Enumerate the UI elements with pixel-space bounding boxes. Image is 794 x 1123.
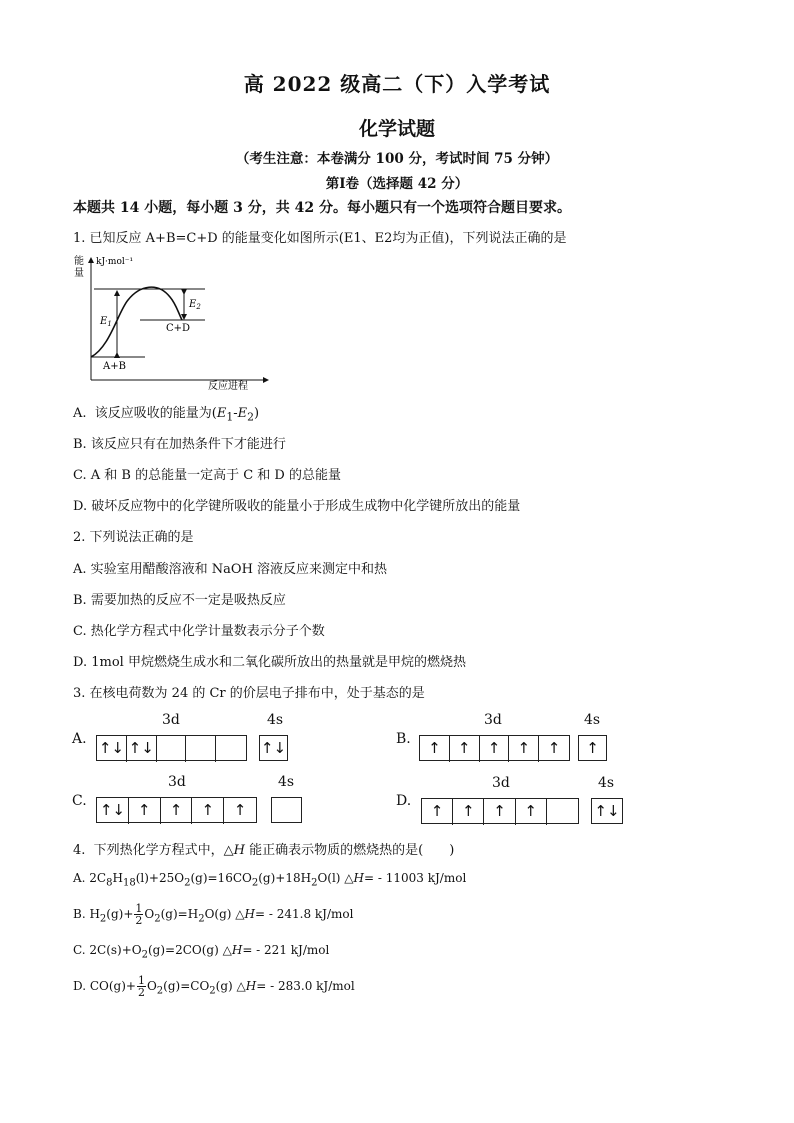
q3-a-4s-label: 4s	[267, 712, 284, 728]
orbital-cell	[272, 798, 301, 824]
orbital-cell: ↑↓	[260, 739, 287, 757]
q3-b-4s-box	[578, 735, 607, 761]
orbital-cell: ↑	[129, 798, 161, 824]
orbital-cell: ↑↓	[97, 736, 127, 762]
q3-a-letter: A.	[72, 731, 87, 747]
q4-option-a: A. $2C_8H_{18}(l)+25O_2(g)=16CO_2(g)+18H_2O(l)$ △H= - 11003 kJ/mol	[73, 871, 467, 889]
orbital-cell: ↑	[420, 736, 450, 762]
q3-c-4s-box	[271, 797, 302, 823]
exam-notice: （考生注意：本卷满分 100 分，考试时间 75 分钟）	[235, 151, 559, 167]
orbital-cell	[157, 736, 187, 762]
q3-a-3d-box	[96, 735, 247, 761]
q3-d-3d-label: 3d	[492, 775, 510, 791]
orbital-cell: ↑↓	[97, 798, 129, 824]
orbital-cell: ↑↓	[127, 736, 157, 762]
q2-stem: 2. 下列说法正确的是	[73, 530, 194, 545]
exam-title: 高 2022 级高二（下）入学考试	[243, 72, 551, 96]
q3-d-4s-label: 4s	[598, 775, 615, 791]
q3-b-letter: B.	[396, 731, 411, 747]
q3-c-3d-box	[96, 797, 257, 823]
q1-option-d: D. 破坏反应物中的化学键所吸收的能量小于形成生成物中化学键所放出的能量	[73, 499, 521, 514]
q3-b-4s-label: 4s	[584, 712, 601, 728]
orbital-cell: ↑	[484, 799, 515, 825]
q2-option-a: A. 实验室用醋酸溶液和 NaOH 溶液反应来测定中和热	[73, 562, 388, 577]
q4-option-d: D. CO(g)+ $\frac{1}{2}$ $O_2(g)=CO_2(g)$ △H= - 283.0 kJ/mol	[73, 974, 355, 999]
q3-d-4s-box	[591, 798, 623, 824]
e1-label: $E_1$	[100, 316, 112, 328]
q3-c-4s-label: 4s	[278, 774, 295, 790]
section-instruction: 本题共 14 小题，每小题 3 分，共 42 分。每小题只有一个选项符合题目要求。	[73, 200, 571, 216]
q3-stem: 3. 在核电荷数为 24 的 Cr 的价层电子排布中，处于基态的是	[73, 686, 425, 701]
q3-c-3d-label: 3d	[168, 774, 186, 790]
q1-stem: 1. 已知反应 A+B=C+D 的能量变化如图所示(E1、E2均为正值)，下列说法正确的是	[73, 231, 567, 246]
orbital-cell: ↑	[586, 739, 599, 757]
q3-d-letter: D.	[396, 793, 412, 809]
orbital-cell: ↑	[192, 798, 224, 824]
q4-option-b: B. $H_2(g)+$ $\frac{1}{2}$ $O_2(g)=H_2O(g)$ △H= - 241.8 kJ/mol	[73, 902, 354, 927]
orbital-cell: ↑↓	[594, 802, 620, 820]
q3-b-3d-box	[419, 735, 570, 761]
orbital-cell: ↑	[450, 736, 480, 762]
reactants-label: A+B	[103, 361, 126, 372]
y-label-1: 能	[74, 256, 84, 267]
q4-stem: 4. 下列热化学方程式中，△H 能正确表示物质的燃烧热的是( )	[73, 843, 455, 858]
q2-option-c: C. 热化学方程式中化学计量数表示分子个数	[73, 624, 325, 639]
orbital-cell: ↑	[480, 736, 510, 762]
orbital-cell	[216, 736, 246, 762]
orbital-cell	[186, 736, 216, 762]
subject-title: 化学试题	[358, 118, 435, 140]
q2-option-b: B. 需要加热的反应不一定是吸热反应	[73, 593, 286, 608]
orbital-cell: ↑	[547, 739, 561, 757]
part-heading: 第Ⅰ卷（选择题 42 分）	[325, 176, 469, 192]
orbital-cell: ↑	[516, 799, 547, 825]
q3-a-3d-label: 3d	[162, 712, 180, 728]
q1-option-a: A. 该反应吸收的能量为$(E_1-E_2)$	[73, 406, 260, 424]
q1-option-c: C. A 和 B 的总能量一定高于 C 和 D 的总能量	[73, 468, 341, 483]
e2-label: $E_2$	[189, 299, 201, 311]
orbital-cell: ↑	[161, 798, 193, 824]
orbital-cell	[547, 799, 578, 825]
q3-a-4s-box	[259, 735, 288, 761]
orbital-cell: ↑	[509, 736, 539, 762]
x-label: 反应进程	[208, 381, 248, 392]
orbital-cell: ↑	[422, 799, 453, 825]
y-unit: kJ·mol⁻¹	[96, 257, 134, 267]
q3-c-letter: C.	[72, 793, 87, 809]
q2-option-d: D. 1mol 甲烷燃烧生成水和二氧化碳所放出的热量就是甲烷的燃烧热	[73, 655, 466, 670]
q3-b-3d-label: 3d	[484, 712, 502, 728]
products-label: C+D	[166, 323, 191, 334]
orbital-cell: ↑	[233, 801, 247, 819]
q1-option-b: B. 该反应只有在加热条件下才能进行	[73, 437, 286, 452]
energy-diagram	[70, 252, 270, 392]
y-label-2: 量	[74, 268, 84, 279]
q3-d-3d-box	[421, 798, 579, 824]
q4-option-c: C. $2C(s)+O_2(g)=2CO(g)$ △H= - 221 kJ/mol	[73, 943, 330, 961]
orbital-cell: ↑	[453, 799, 484, 825]
